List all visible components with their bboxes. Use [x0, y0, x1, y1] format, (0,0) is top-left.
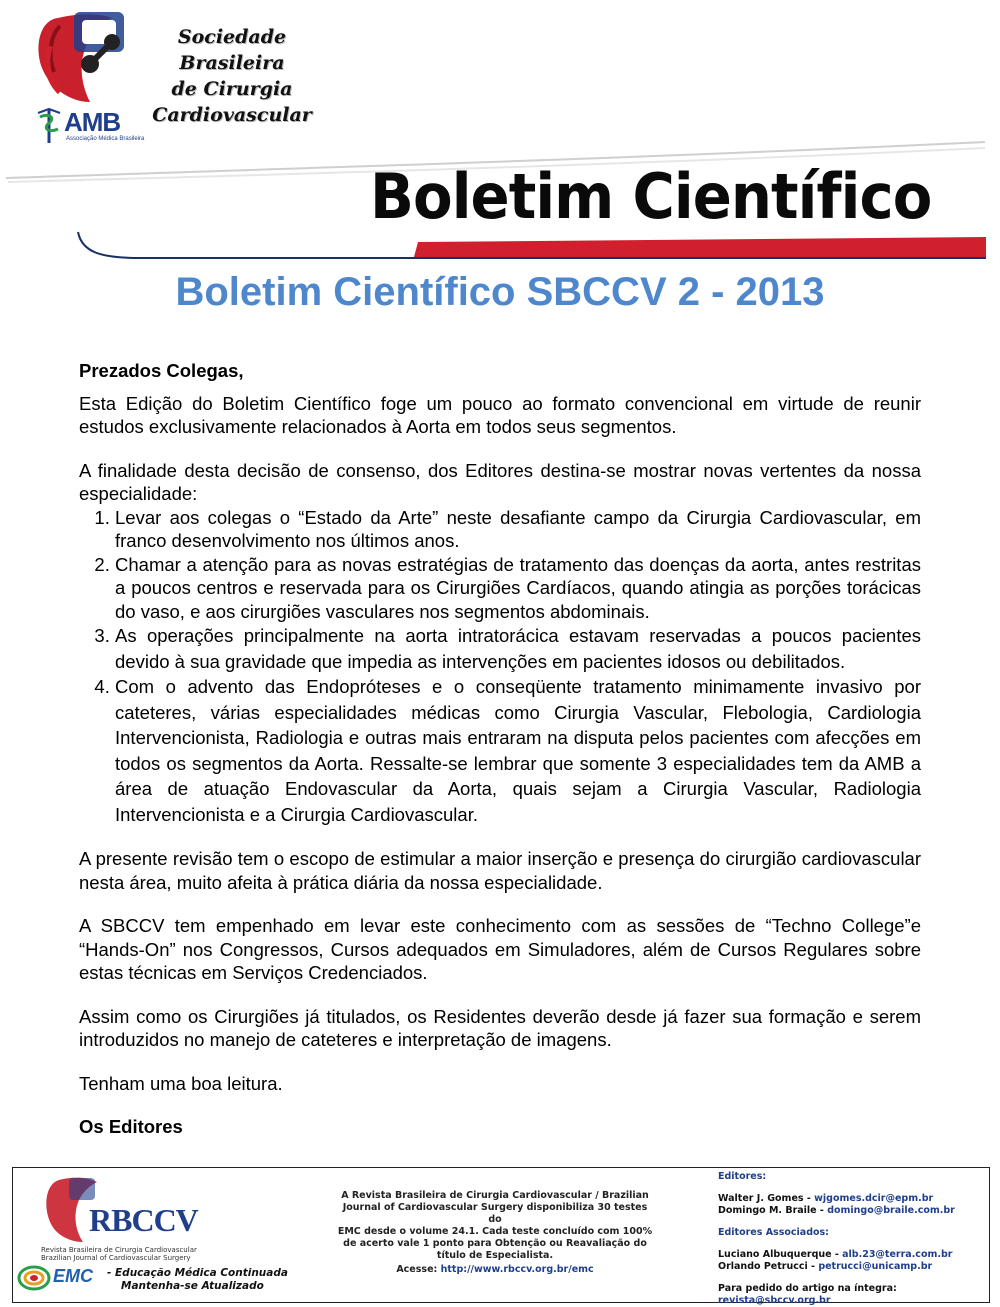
- sbccv-line-2: de Cirurgia: [171, 78, 293, 100]
- associate-editor-email[interactable]: petrucci@unicamp.br: [818, 1261, 933, 1272]
- letter-body: [79, 359, 921, 1139]
- objectives-list: [79, 506, 921, 828]
- access-link[interactable]: http://www.rbccv.org.br/emc: [440, 1264, 594, 1275]
- associate-editor-entry: [718, 1261, 988, 1273]
- associate-editor-name: Luciano Albuquerque -: [718, 1249, 843, 1260]
- closing-line: Tenham uma boa leitura.: [79, 1072, 283, 1094]
- access-label: Acesse:: [396, 1264, 438, 1275]
- associate-editors-heading: Editores Associados:: [718, 1227, 829, 1238]
- emc-logo: [17, 1264, 288, 1298]
- paragraph-4: A SBCCV tem empenhado em levar este conhecimento com as sessões de “Techno College”e “Hands-On” nos Congressos, Cursos adequados em Simuladores, além de Cursos Regulares sobre estas técnicas em Serviços Credenciados.: [79, 915, 921, 983]
- rbccv-subtitle: [41, 1246, 241, 1262]
- caduceus-icon: [34, 105, 64, 145]
- footer-box: [12, 1167, 990, 1306]
- list-item: 3. As operações principalmente na aorta intratorácica estavam reservadas a poucos pacientes devido à sua gravidade que impedia as intervenções em pacientes idosos ou debilitados.: [115, 623, 921, 674]
- editors-block: [718, 1171, 988, 1307]
- paragraph-2: A finalidade desta decisão de consenso, dos Editores destina-se mostrar novas vertentes da nossa especialidade:: [79, 459, 921, 504]
- editor-name: Domingo M. Braile -: [718, 1205, 828, 1216]
- emc-description: [335, 1190, 655, 1262]
- access-line: [335, 1264, 655, 1275]
- emc-description-line: de acerto vale 1 ponto para Obtenção ou Reavaliação do: [343, 1238, 647, 1249]
- sbccv-line-1: Sociedade Brasileira: [177, 26, 287, 74]
- order-heading: Para pedido do artigo na íntegra:: [718, 1283, 897, 1294]
- paragraph-1: Esta Edição do Boletim Científico foge um pouco ao formato convencional em virtude de reunir estudos exclusivamente relacionados à Aorta em todos seus segmentos.: [79, 392, 921, 437]
- list-item: 2. Chamar a atenção para as novas estratégias de tratamento das doenças da aorta, antes restritas a poucos centros e reservada para os Cirurgiões Cardíacos, quando atingia as porções torácicas do vaso, e aos cirurgiões vasculares nos segmentos abdominais.: [115, 553, 921, 624]
- emc-globe-icon: [17, 1264, 51, 1292]
- emc-description-line: EMC desde o volume 24.1. Cada teste concluído com 100%: [337, 1226, 653, 1237]
- editor-email[interactable]: wjgomes.dcir@epm.br: [814, 1193, 934, 1204]
- associate-editor-entry: [718, 1249, 988, 1261]
- emc-name: EMC: [53, 1266, 93, 1286]
- emc-description-line: Journal of Cardiovascular Surgery disponibiliza 30 testes do: [342, 1202, 648, 1225]
- editors-heading: Editores:: [718, 1171, 767, 1182]
- editor-name: Walter J. Gomes -: [718, 1193, 815, 1204]
- order-email[interactable]: revista@sbccv.org.br: [718, 1295, 831, 1306]
- amb-name: AMB: [64, 107, 121, 137]
- page-title: Boletim Científico SBCCV 2 - 2013: [175, 270, 825, 314]
- rbccv-subtitle-en: Brazilian Journal of Cardiovascular Surgery: [41, 1254, 191, 1262]
- sbccv-line-3: Cardiovascular: [152, 104, 312, 126]
- paragraph-3: A presente revisão tem o escopo de estimular a maior inserção e presença do cirurgião cardiovascular nesta área, muito afeita à prática diária da nossa especialidade.: [79, 848, 921, 893]
- signoff: Os Editores: [79, 1116, 183, 1137]
- emc-tagline-1: - Educação Médica Continuada: [107, 1267, 288, 1279]
- heart-icon: [30, 6, 140, 106]
- list-item: 1. Levar aos colegas o “Estado da Arte” neste desafiante campo da Cirurgia Cardiovascular, em franco desenvolvimento nos últimos anos.: [115, 506, 921, 553]
- emc-description-line: título de Especialista.: [436, 1250, 554, 1261]
- list-item: 4. Com o advento das Endopróteses e o conseqüente tratamento minimamente invasivo por cateteres, várias especialidades médicas como Cirurgia Vascular, Flebologia, Cardiologia Intervencionista, Radiologia e outras mais entraram na disputa pelos pacientes com afecções em todos os segmentos da Aorta. Ressalte-se lembrar que somente 3 especialidades tem da AMB a área de atuação Endovascular da Aorta, quais sejam a Cirurgia Vascular, Radiologia Intervencionista e a Cirurgia Cardiovascular.: [115, 674, 921, 827]
- amb-subtitle: Associação Médica Brasileira: [66, 136, 145, 142]
- header-title: Boletim Científico: [370, 160, 932, 233]
- rbccv-subtitle-pt: Revista Brasileira de Cirurgia Cardiovascular: [41, 1246, 197, 1254]
- rbccv-name: RBCCV: [89, 1202, 198, 1238]
- greeting: Prezados Colegas,: [79, 360, 244, 381]
- associate-editor-name: Orlando Petrucci -: [718, 1261, 819, 1272]
- associate-editor-email[interactable]: alb.23@terra.com.br: [842, 1249, 953, 1260]
- emc-tagline-2: Mantenha-se Atualizado: [121, 1280, 264, 1292]
- editor-entry: [718, 1193, 988, 1205]
- rbccv-logo: [41, 1174, 241, 1264]
- paragraph-5: Assim como os Cirurgiões já titulados, os Residentes deverão desde já fazer sua formação e serem introduzidos no manejo de cateteres e interpretação de imagens.: [79, 1005, 921, 1050]
- editor-entry: [718, 1205, 988, 1217]
- emc-description-line: A Revista Brasileira de Cirurgia Cardiovascular / Brazilian: [341, 1190, 649, 1201]
- editor-email[interactable]: domingo@braile.com.br: [827, 1205, 955, 1216]
